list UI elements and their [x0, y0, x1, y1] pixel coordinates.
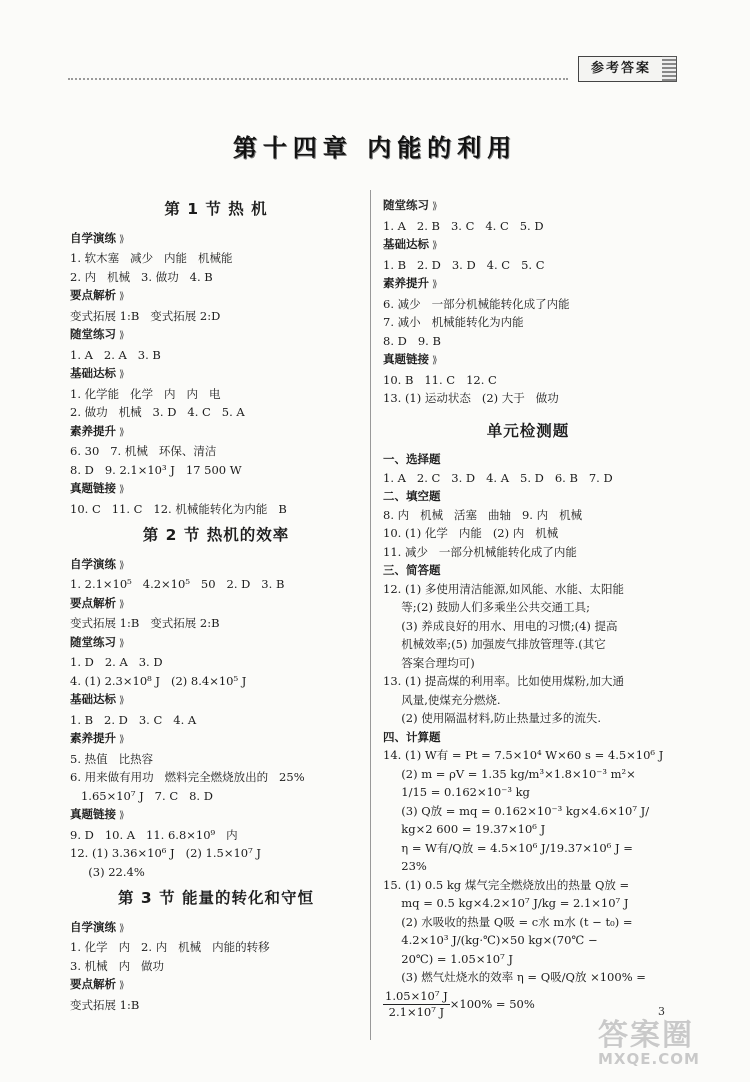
watermark-main: 答案圈: [598, 1018, 694, 1053]
answer-line: 8. D 9. B: [383, 333, 441, 348]
subsection-label: 真题链接: [70, 481, 116, 495]
subsection-label: 自学演练: [70, 556, 116, 571]
page-number: 3: [658, 1005, 665, 1018]
answer-line: 2. 做功 机械 3. D 4. C 5. A: [70, 405, 245, 419]
double-chevron-icon: ⟫: [119, 637, 125, 649]
answer-line: (2) m = ρV = 1.35 kg/m³×1.8×10⁻³ m²×: [383, 766, 636, 781]
subsection-heading: [70, 422, 362, 443]
subsection-label: 要点解析: [70, 595, 116, 610]
answer-line: 1. A 2. C 3. D 4. A 5. D 6. B 7. D: [383, 470, 613, 485]
answer-line: 1. B 2. D 3. C 4. A: [70, 712, 197, 727]
chapter-title: 第十四章 内能的利用: [232, 134, 518, 162]
answer-line: 1. D 2. A 3. D: [70, 655, 163, 669]
subsection-heading: [70, 805, 362, 826]
header-tab-decoration: [662, 56, 677, 82]
answer-line: 15. (1) 0.5 kg 煤气完全燃烧放出的热量 Q放 =: [383, 877, 630, 892]
double-chevron-icon: ⟫: [119, 484, 125, 495]
answer-line: 11. 减少 一部分机械能转化成了内能: [383, 544, 577, 559]
subsection-heading: [70, 364, 362, 385]
efficiency-fraction: [383, 989, 450, 1020]
subsection-heading: [383, 196, 673, 217]
right-continuation: [383, 196, 673, 408]
subsection-heading: [70, 633, 362, 654]
subsection-heading: [70, 729, 362, 750]
unit-test-title: 单元检测题: [486, 421, 570, 440]
answer-line: 机械效率;(5) 加强废气排放管理等.(其它: [383, 637, 606, 651]
answer-line: 12. (1) 3.36×10⁶ J (2) 1.5×10⁷ J: [70, 846, 261, 860]
double-chevron-icon: ⟫: [119, 598, 125, 610]
double-chevron-icon: ⟫: [119, 291, 125, 302]
answer-line: (3) 养成良好的用水、用电的习惯;(4) 提高: [383, 618, 618, 633]
answer-line: 1. A 2. B 3. C 4. C 5. D: [383, 218, 544, 233]
watermark-url: MXQE.COM: [598, 1050, 700, 1068]
header-section-tag: 参考答案: [578, 56, 664, 82]
question-category: 二、填空题: [383, 489, 441, 503]
column-divider: [370, 190, 371, 1040]
subsection-heading: [383, 274, 673, 295]
answer-line: (2) 使用隔温材料,防止热量过多的流失.: [383, 711, 602, 725]
fraction-tail: ×100% = 50%: [449, 996, 535, 1011]
section-title: 第 1 节 热 机: [164, 200, 268, 218]
answer-line: 1. 化学能 化学 内 内 电: [70, 386, 221, 401]
double-chevron-icon: ⟫: [119, 330, 125, 341]
subsection-heading: [383, 350, 673, 371]
subsection-heading: [383, 235, 673, 256]
subsection-heading: [70, 690, 362, 711]
answer-line: 20℃) = 1.05×10⁷ J: [383, 951, 513, 966]
answer-line: 6. 减少 一部分机械能转化成了内能: [383, 296, 570, 311]
answer-line: 8. 内 机械 活塞 曲轴 9. 内 机械: [383, 507, 583, 522]
subsection-label: 自学演练: [70, 919, 116, 934]
answer-line: (3) Q放 = mq = 0.162×10⁻³ kg×4.6×10⁷ J/: [383, 803, 650, 818]
subsection-label: 基础达标: [70, 692, 116, 706]
question-category: 一、选择题: [383, 452, 441, 466]
double-chevron-icon: ⟫: [119, 734, 125, 745]
answer-line: 1. 化学 内 2. 内 机械 内能的转移: [70, 940, 270, 954]
question-category: 四、计算题: [383, 729, 441, 744]
subsection-heading: [70, 918, 362, 939]
section-title: 第 3 节 能量的转化和守恒: [118, 889, 314, 907]
double-chevron-icon: ⟫: [119, 426, 125, 438]
double-chevron-icon: ⟫: [119, 695, 125, 706]
subsection-heading: [70, 229, 362, 250]
answer-line: kg×2 600 = 19.37×10⁶ J: [383, 822, 546, 836]
header-dotted-rule: [68, 78, 568, 80]
answer-line: 10. C 11. C 12. 机械能转化为内能 B: [70, 501, 287, 516]
watermark-logo: [598, 1010, 728, 1070]
answer-line: (2) 水吸收的热量 Q吸 = c水 m水 (t − t₀) =: [383, 914, 633, 929]
question-category: 三、简答题: [383, 563, 441, 577]
left-column: [70, 196, 362, 1014]
answer-line: 变式拓展 1:B 变式拓展 2:D: [70, 308, 221, 323]
subsection-label: 基础达标: [70, 366, 116, 380]
subsection-heading: [70, 479, 362, 500]
answer-line: 10. (1) 化学 内能 (2) 内 机械: [383, 526, 559, 540]
unit-test-answers: [383, 450, 673, 987]
double-chevron-icon: ⟫: [119, 980, 125, 991]
double-chevron-icon: ⟫: [119, 369, 125, 380]
subsection-label: 自学演练: [70, 230, 116, 245]
answer-line: 13. (1) 运动状态 (2) 大于 做功: [383, 391, 559, 405]
right-column: [383, 196, 673, 1020]
answer-line: 等;(2) 鼓励人们多乘坐公共交通工具;: [383, 600, 590, 614]
subsection-label: 要点解析: [70, 977, 116, 991]
section-title: 第 2 节 热机的效率: [142, 526, 290, 544]
subsection-label: 随堂练习: [70, 634, 116, 649]
subsection-label: 素养提升: [70, 423, 116, 438]
answer-line: 7. 减小 机械能转化为内能: [383, 315, 524, 329]
answer-line: mq = 0.5 kg×4.2×10⁷ J/kg = 2.1×10⁷ J: [383, 896, 629, 910]
double-chevron-icon: ⟫: [432, 201, 438, 212]
subsection-label: 素养提升: [383, 276, 429, 290]
answer-line: 4.2×10³ J/(kg·℃)×50 kg×(70℃ −: [383, 933, 598, 947]
double-chevron-icon: ⟫: [119, 559, 125, 571]
answer-line: 1/15 = 0.162×10⁻³ kg: [383, 785, 530, 799]
answer-line: 答案合理均可): [383, 655, 475, 670]
answer-line: (3) 燃气灶烧水的效率 η = Q吸/Q放 ×100% =: [383, 970, 646, 984]
subsection-heading: [70, 594, 362, 615]
answer-line: 1. 软木塞 减少 内能 机械能: [70, 251, 233, 265]
answer-line: 1.65×10⁷ J 7. C 8. D: [70, 788, 213, 803]
double-chevron-icon: ⟫: [432, 240, 438, 251]
answer-line: 14. (1) W有 = Pt = 7.5×10⁴ W×60 s = 4.5×10⁶ J: [383, 748, 664, 762]
answer-line: 5. 热值 比热容: [70, 751, 154, 766]
subsection-label: 随堂练习: [70, 327, 116, 341]
subsection-heading: [70, 286, 362, 307]
answer-line: 8. D 9. 2.1×10³ J 17 500 W: [70, 462, 242, 477]
subsection-label: 要点解析: [70, 288, 116, 302]
subsection-heading: [70, 555, 362, 576]
subsection-label: 基础达标: [383, 237, 429, 251]
subsection-heading: [70, 975, 362, 996]
answer-line: 风量,使煤充分燃烧.: [383, 692, 501, 707]
answer-line: 6. 30 7. 机械 环保、清洁: [70, 444, 217, 458]
double-chevron-icon: ⟫: [432, 355, 438, 366]
double-chevron-icon: ⟫: [432, 279, 438, 290]
answer-line: 3. 机械 内 做功: [70, 958, 165, 973]
subsection-heading: [70, 325, 362, 346]
answer-line: 12. (1) 多使用清洁能源,如风能、水能、太阳能: [383, 581, 625, 596]
answer-line: 1. 2.1×10⁵ 4.2×10⁵ 50 2. D 3. B: [70, 577, 285, 591]
answer-line: 4. (1) 2.3×10⁸ J (2) 8.4×10⁵ J: [70, 673, 247, 688]
double-chevron-icon: ⟫: [119, 922, 125, 934]
answer-line: η = W有/Q放 = 4.5×10⁶ J/19.37×10⁶ J =: [383, 840, 633, 855]
double-chevron-icon: ⟫: [119, 810, 125, 821]
fraction-denominator: 2.1×10⁷ J: [388, 1004, 445, 1019]
answer-line: 10. B 11. C 12. C: [383, 372, 497, 387]
answer-line: 23%: [383, 859, 427, 873]
double-chevron-icon: ⟫: [119, 233, 125, 245]
answer-line: 1. A 2. A 3. B: [70, 347, 161, 362]
answer-line: 13. (1) 提高煤的利用率。比如使用煤粉,加大通: [383, 674, 625, 688]
subsection-label: 素养提升: [70, 731, 116, 745]
answer-line: 2. 内 机械 3. 做功 4. B: [70, 269, 213, 284]
answer-line: (3) 22.4%: [70, 864, 145, 879]
answer-line: 9. D 10. A 11. 6.8×10⁹ 内: [70, 827, 238, 842]
answer-line: 变式拓展 1:B: [70, 997, 140, 1012]
answer-line: 6. 用来做有用功 燃料完全燃烧放出的 25%: [70, 770, 305, 784]
answer-line: 变式拓展 1:B 变式拓展 2:B: [70, 616, 220, 630]
subsection-label: 真题链接: [70, 807, 116, 821]
subsection-label: 真题链接: [383, 352, 429, 366]
answer-line: 1. B 2. D 3. D 4. C 5. C: [383, 257, 545, 272]
fraction-numerator: 1.05×10⁷ J: [385, 988, 448, 1003]
subsection-label: 随堂练习: [383, 198, 429, 212]
